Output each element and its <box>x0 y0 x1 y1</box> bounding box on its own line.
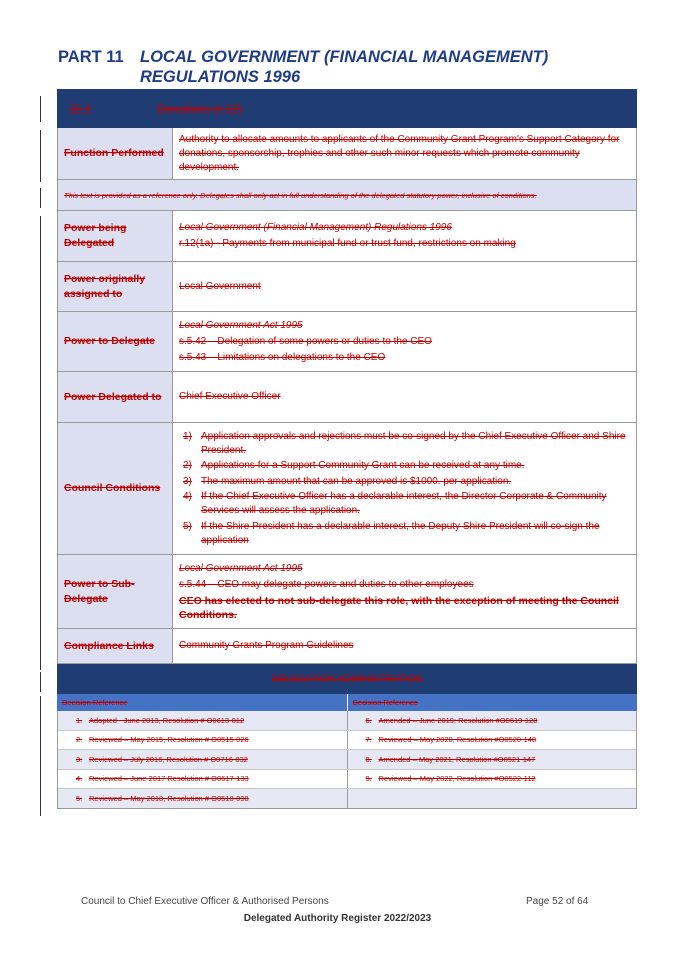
row-compliance-links <box>58 629 636 664</box>
change-bar <box>40 216 41 670</box>
section-header <box>57 89 637 128</box>
compliance-links-value: Community Grants Program Guidelines <box>179 640 354 651</box>
row-power-being-delegated <box>58 211 636 262</box>
page-number: Page 52 of 64 <box>526 896 589 907</box>
power-to-sub-delegate-label: Power to Sub-Delegate <box>58 555 173 628</box>
change-bar <box>40 188 41 208</box>
row-power-originally-assigned <box>58 262 636 312</box>
sub-delegate-decision: CEO has elected to not sub-delegate this role, with the exception of meeting the Council Conditions. <box>179 594 619 621</box>
change-bar <box>40 96 41 122</box>
delegation-table <box>57 128 637 664</box>
decision-table-header <box>57 694 637 711</box>
table-row: 3. Reviewed – July 2016, Resolution # O0716-032 8. Amended – May 2021, Resolution #O0521-147 <box>58 750 636 770</box>
regulation-title: Local Government (Financial Management) Regulations 1996 <box>179 222 452 233</box>
footer-title: Delegated Authority Register 2022/2023 <box>243 913 432 924</box>
admin-header: DELEGATION ADMINISTRATION <box>57 664 637 694</box>
condition-item: 1) Application approvals and rejections must be co-signed by the Chief Executive Officer and Shire President. <box>183 430 626 456</box>
table-row: 2. Reviewed – May 2015, Resolution # O0515-026 7. Reviewed – May 2020, Resolution #O0520-148 <box>58 731 636 751</box>
power-being-delegated-label: Power being Delegated <box>58 211 173 261</box>
decision-table <box>57 711 637 809</box>
regulation-section: r.12(1a) - Payments from municipal fund or trust fund, restrictions on making <box>179 238 516 249</box>
power-originally-assigned-value: Local Government <box>179 280 261 292</box>
decision-reference-header-right: Decision Reference <box>352 698 418 707</box>
part-number: PART 11 <box>58 48 124 66</box>
act-section-5-42: s.5.42 – Delegation of some powers or duties to the CEO <box>179 335 432 347</box>
power-originally-assigned-label: Power originally assigned to <box>58 262 173 311</box>
condition-item: 4) If the Chief Executive Officer has a declarable interest, the Director Corporate & Community Services will assess the application. <box>183 491 607 516</box>
act-title: Local Government Act 1995 <box>179 319 303 331</box>
function-performed-text: Authority to allocate amounts to applicants of the Community Grant Program's Support Category for donations, sponsorship, trophies and other such minor requests which promote community development. <box>179 133 620 173</box>
change-bar <box>40 130 41 182</box>
compliance-links-label: Compliance Links <box>58 629 173 663</box>
table-row: 5. Reviewed – May 2018, Resolution # O0518-098 <box>58 789 636 809</box>
sub-delegate-act-title: Local Government Act 1995 <box>179 562 303 574</box>
row-power-delegated-to <box>58 372 636 423</box>
section-number: 11.1 <box>69 101 92 116</box>
condition-item: 2) Applications for a Support Community Grant can be received at any time. <box>183 460 525 471</box>
sub-delegate-act-section: s.5.44 – CEO may delegate powers and duties to other employees <box>179 578 474 590</box>
part-title-line-1: LOCAL GOVERNMENT (FINANCIAL MANAGEMENT) <box>140 48 549 66</box>
condition-item: 3) The maximum amount that can be approved is $1000. per application. <box>183 475 512 487</box>
table-row: 1. Adopted - June 2013, Resolution # O0613-012 6. Amended – June 2019: Resolution #O0619-120 <box>58 711 636 731</box>
delegation-document <box>57 89 637 809</box>
part-title-line-2: REGULATIONS 1996 <box>140 68 301 86</box>
power-to-delegate-label: Power to Delegate <box>58 312 173 371</box>
section-title: Donations (r.12) <box>157 101 243 116</box>
table-row: 4. Reviewed – June 2017 Resolution # O0617-133 9. Reviewed – May 2022, Resolution #O0522-112 <box>58 770 636 790</box>
council-conditions-list <box>179 428 628 549</box>
change-bar <box>40 696 41 816</box>
council-conditions-label: Council Conditions <box>58 423 173 554</box>
row-power-to-delegate <box>58 312 636 372</box>
reference-note: This text is provided as a reference only. Delegates shall only act in full understanding of the delegated statutory power, inclusive of conditions. <box>58 180 636 211</box>
decision-reference-header-left: Decision Reference <box>57 694 348 711</box>
part-title <box>140 47 548 87</box>
footer-left: Council to Chief Executive Officer & Authorised Persons <box>81 896 329 907</box>
change-bar <box>40 672 41 692</box>
function-performed-label: Function Performed <box>58 128 173 179</box>
row-power-to-sub-delegate <box>58 555 636 629</box>
condition-item: 5) If the Shire President has a declarable interest, the Deputy Shire President will co-sign the application <box>183 520 600 546</box>
power-delegated-to-value: Chief Executive Officer <box>179 391 281 402</box>
power-delegated-to-label: Power Delegated to <box>58 372 173 422</box>
act-section-5-43: s.5.43 – Limitations on delegations to the CEO <box>179 351 386 363</box>
row-council-conditions <box>58 423 636 555</box>
row-function-performed <box>58 128 636 180</box>
